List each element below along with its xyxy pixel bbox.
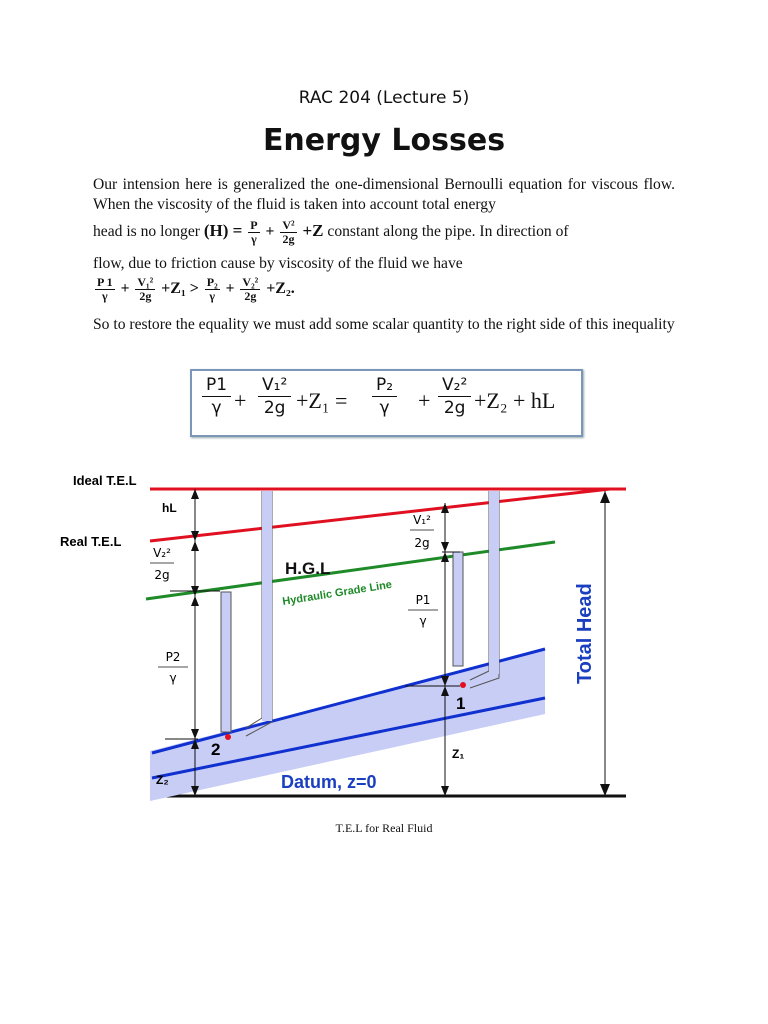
frac-num: V₂² <box>242 275 259 289</box>
total-head-label: Total Head <box>574 583 596 684</box>
ineq-z1: +Z₁ > <box>161 280 199 298</box>
point-1-marker <box>460 682 466 688</box>
frac-den: γ <box>102 289 108 303</box>
plus-sign: + <box>234 388 247 413</box>
tel-diagram <box>50 466 650 811</box>
real-tel-label: Real T.E.L <box>60 534 122 549</box>
frac-num: V₂² <box>438 375 471 397</box>
hgl-label: H.G.L <box>285 559 331 578</box>
ineq-frac-v1 <box>135 276 155 303</box>
plus-sign: + <box>418 388 431 413</box>
lecture-label: RAC 204 (Lecture 5) <box>298 88 470 108</box>
frac-num: P₂ <box>372 375 397 397</box>
frac-num: V₁² <box>137 275 154 289</box>
frac-den: 2g <box>244 289 257 303</box>
head-prefix: head is no longer <box>93 223 200 241</box>
frac-den: γ <box>379 398 390 418</box>
head-suffix: constant along the pipe. In direction of <box>327 223 569 241</box>
ineq-frac-v2 <box>240 276 260 303</box>
frac-num: P 1 <box>97 275 113 289</box>
hgl-long-label: Hydraulic Grade Line <box>281 578 393 608</box>
plus-z: +Z <box>302 221 324 241</box>
p2-label <box>158 650 188 685</box>
ineq-z2: +Z₂. <box>266 280 295 298</box>
frac-den: γ <box>211 398 222 418</box>
plus-sign: + <box>225 280 235 298</box>
frac-den: 2g <box>443 398 466 418</box>
frac-num: V² <box>282 218 295 232</box>
intro-line3: flow, due to friction cause by viscosity of the fluid we have <box>93 255 463 272</box>
eq-z2-hl: +Z₂ + hL <box>474 388 556 413</box>
figure-caption: T.E.L for Real Fluid <box>335 821 433 835</box>
z2-label: Z₂ <box>156 773 169 787</box>
point-1-label: 1 <box>456 694 466 713</box>
frac-den: 2g <box>139 289 152 303</box>
p2-den: γ <box>169 671 177 685</box>
head-H: (H) = <box>203 221 243 241</box>
frac-den: γ <box>209 289 216 303</box>
v1-den: 2g <box>414 536 430 550</box>
plus-sign: + <box>265 223 275 241</box>
frac-den: 2g <box>263 398 286 418</box>
frac-den: 2g <box>282 232 295 246</box>
v1-num: V₁² <box>413 513 431 527</box>
eq-frac-p1 <box>202 375 231 419</box>
frac-num: P1 <box>202 375 231 397</box>
frac-num: P₂ <box>206 275 218 289</box>
eq-frac-v2 <box>438 375 471 419</box>
p1-den: γ <box>419 614 427 628</box>
v2-num: V₂² <box>153 546 171 560</box>
z1-label: Z₁ <box>452 747 465 761</box>
p2-num: P2 <box>165 650 181 664</box>
energy-equation-box <box>190 369 583 437</box>
ineq-frac-p1 <box>95 276 115 303</box>
fraction-p-gamma <box>248 219 259 246</box>
intro-line1: Our intension here is generalized the one-dimensional Bernoulli equation for viscous flow. When the viscosity of the fluid is taken into account total energy <box>93 176 675 213</box>
piezometer-1 <box>453 552 463 666</box>
p1-label <box>408 593 438 628</box>
ideal-tel-label: Ideal T.E.L <box>73 473 137 488</box>
ineq-frac-p2 <box>205 276 220 303</box>
v1-label <box>410 513 434 550</box>
v2-label <box>150 546 174 582</box>
plus-sign: + <box>120 280 130 298</box>
datum-label: Datum, z=0 <box>281 772 377 792</box>
point-2-label: 2 <box>211 740 221 759</box>
eq-frac-v1 <box>258 375 291 419</box>
piezometer-2 <box>221 592 231 732</box>
paragraph-restore: So to restore the equality we must add some scalar quantity to the right side of this inequality <box>93 316 675 333</box>
pitot-fill-2 <box>262 491 272 721</box>
head-line <box>93 219 675 246</box>
hl-label: hL <box>162 501 177 515</box>
p1-num: P1 <box>415 593 431 607</box>
frac-num: P <box>250 218 258 232</box>
real-tel-line <box>150 489 610 541</box>
inequality-line <box>93 276 675 303</box>
v2-den: 2g <box>154 568 170 582</box>
pitot-fill-1 <box>489 491 499 674</box>
eq-frac-p2 <box>372 375 397 419</box>
fraction-v-2g <box>280 219 296 246</box>
frac-den: γ <box>251 232 257 246</box>
point-2-marker <box>225 734 231 740</box>
frac-num: V₁² <box>258 375 291 397</box>
eq-z1: +Z₁ = <box>296 388 348 413</box>
paragraph-intro <box>93 175 675 214</box>
page-title: Energy Losses <box>262 123 506 158</box>
